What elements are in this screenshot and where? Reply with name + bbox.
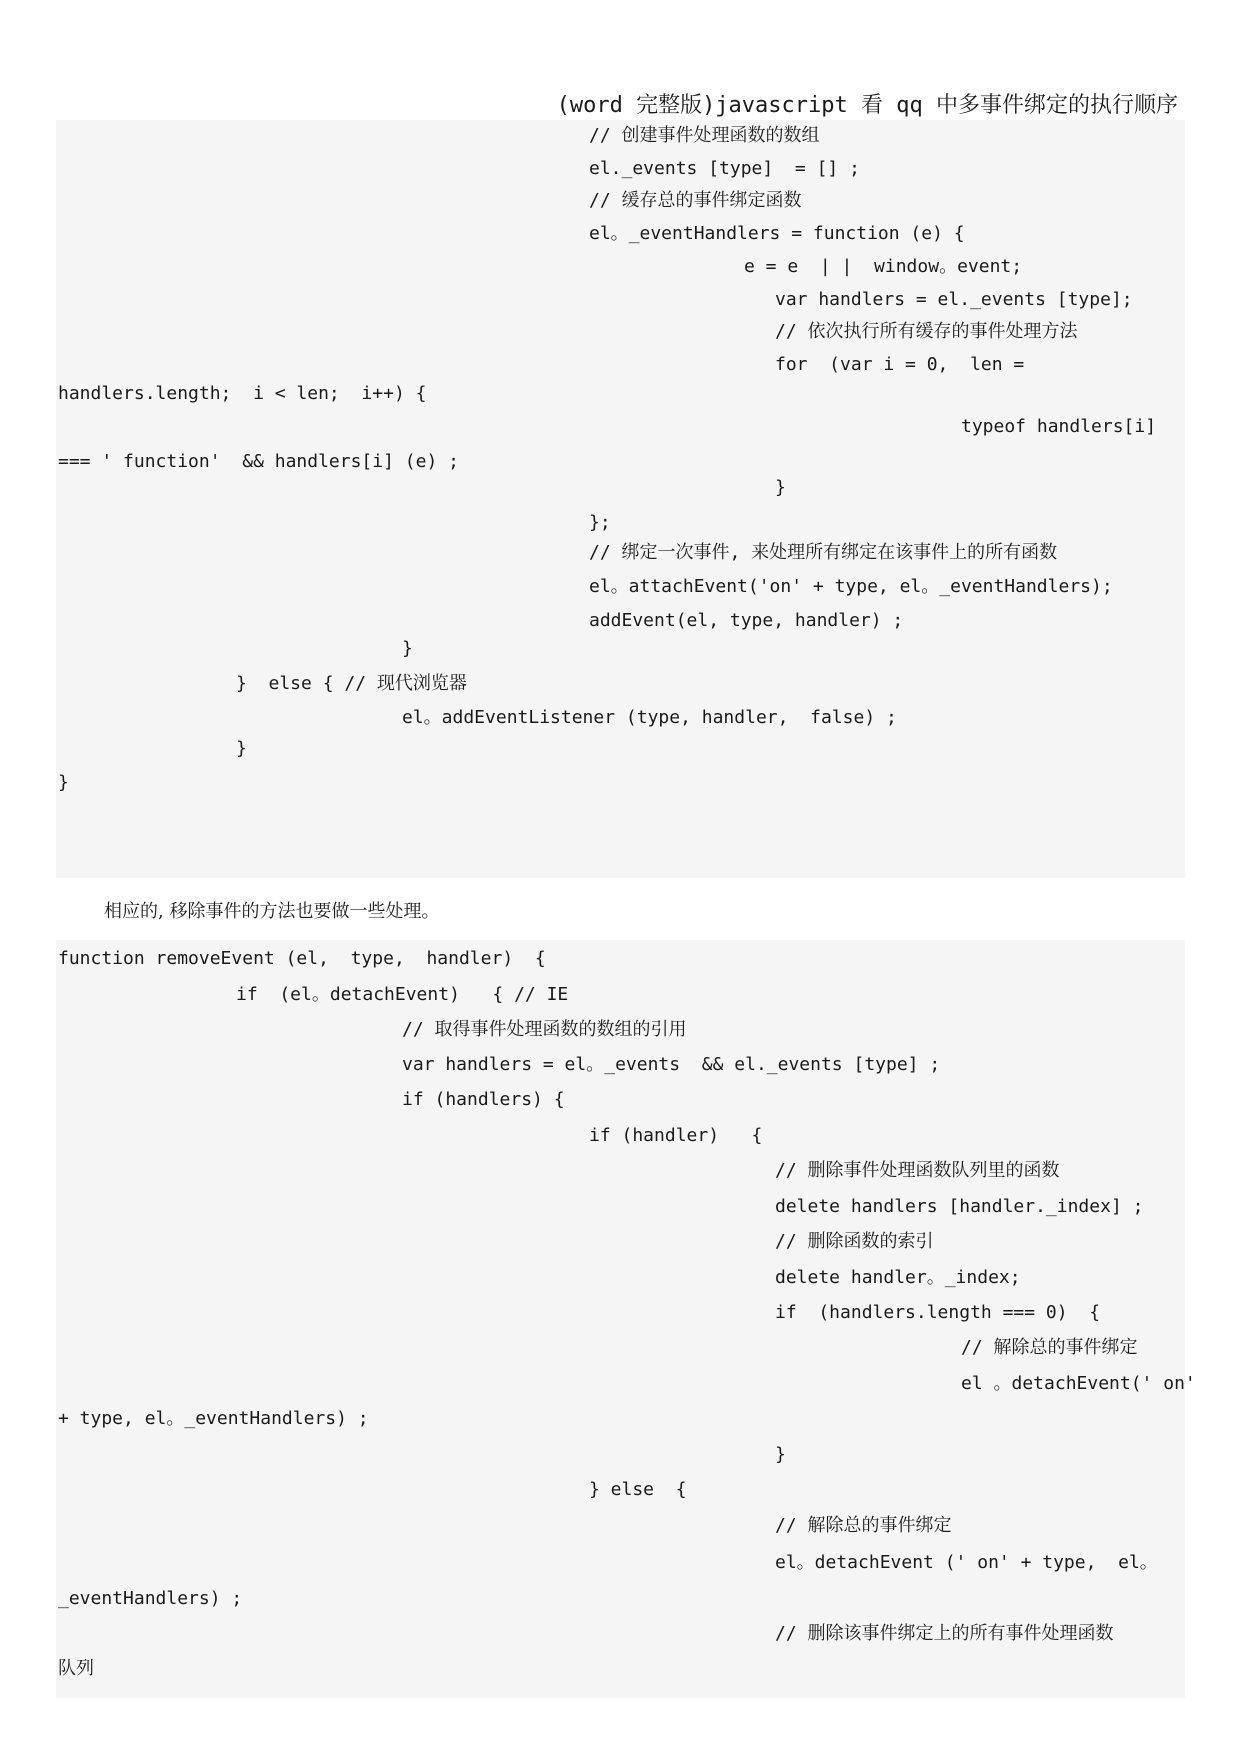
code-line: } else { // 现代浏览器	[236, 673, 467, 694]
code-line: } else {	[589, 1479, 687, 1500]
code-line: // 绑定一次事件, 来处理所有绑定在该事件上的所有函数	[589, 542, 1058, 563]
code-line: 队列	[58, 1658, 94, 1679]
code-line: addEvent(el, type, handler) ;	[589, 610, 904, 631]
code-line: el。_eventHandlers = function (e) {	[589, 223, 965, 244]
code-line: // 解除总的事件绑定	[775, 1515, 952, 1536]
code-line: if (el。detachEvent) { // IE	[236, 984, 569, 1005]
code-line: }	[775, 477, 786, 498]
code-line: el。addEventListener (type, handler, false) ;	[402, 707, 897, 728]
code-line: var handlers = el._events [type];	[775, 289, 1133, 310]
code-line: _eventHandlers) ;	[58, 1588, 243, 1609]
code-block-remove-event	[56, 940, 1196, 1698]
code-line: var handlers = el。_events && el._events [type] ;	[402, 1054, 941, 1075]
code-line: el。attachEvent('on' + type, el。_eventHandlers);	[589, 576, 1113, 597]
code-line: el 。detachEvent(' on'	[961, 1373, 1196, 1394]
code-line: // 删除该事件绑定上的所有事件处理函数	[775, 1623, 1114, 1644]
code-line: // 依次执行所有缓存的事件处理方法	[775, 321, 1078, 342]
code-line: el。detachEvent (' on' + type, el。	[775, 1552, 1158, 1573]
code-line: };	[589, 512, 611, 533]
code-line: if (handler) {	[589, 1125, 763, 1146]
code-block-add-event	[56, 120, 1185, 878]
code-line: if (handlers) {	[402, 1089, 565, 1110]
document-title: (word 完整版)javascript 看 qq 中多事件绑定的执行顺序	[556, 93, 1178, 118]
code-line: handlers.length; i < len; i++) {	[58, 383, 427, 404]
code-line: for (var i = 0, len =	[775, 354, 1025, 375]
code-line: if (handlers.length === 0) {	[775, 1302, 1101, 1323]
code-line: // 取得事件处理函数的数组的引用	[402, 1019, 687, 1040]
code-line: + type, el。_eventHandlers) ;	[58, 1408, 369, 1429]
code-line: // 删除函数的索引	[775, 1231, 934, 1252]
code-line: typeof handlers[i]	[961, 416, 1157, 437]
code-line: delete handlers [handler._index] ;	[775, 1196, 1144, 1217]
code-line: // 解除总的事件绑定	[961, 1337, 1138, 1358]
code-line: // 创建事件处理函数的数组	[589, 125, 820, 146]
code-line: }	[58, 772, 69, 793]
code-line: }	[402, 638, 413, 659]
code-line: }	[236, 738, 247, 759]
code-line: el._events [type] = [] ;	[589, 158, 860, 179]
code-line: }	[775, 1444, 786, 1465]
body-paragraph: 相应的, 移除事件的方法也要做一些处理。	[104, 901, 440, 922]
code-line: delete handler。_index;	[775, 1267, 1021, 1288]
code-line: // 缓存总的事件绑定函数	[589, 190, 802, 211]
code-line: // 删除事件处理函数队列里的函数	[775, 1160, 1060, 1181]
code-line: function removeEvent (el, type, handler) {	[58, 948, 546, 969]
code-line: e = e | | window。event;	[744, 256, 1023, 277]
code-line: === ' function' && handlers[i] (e) ;	[58, 451, 459, 472]
